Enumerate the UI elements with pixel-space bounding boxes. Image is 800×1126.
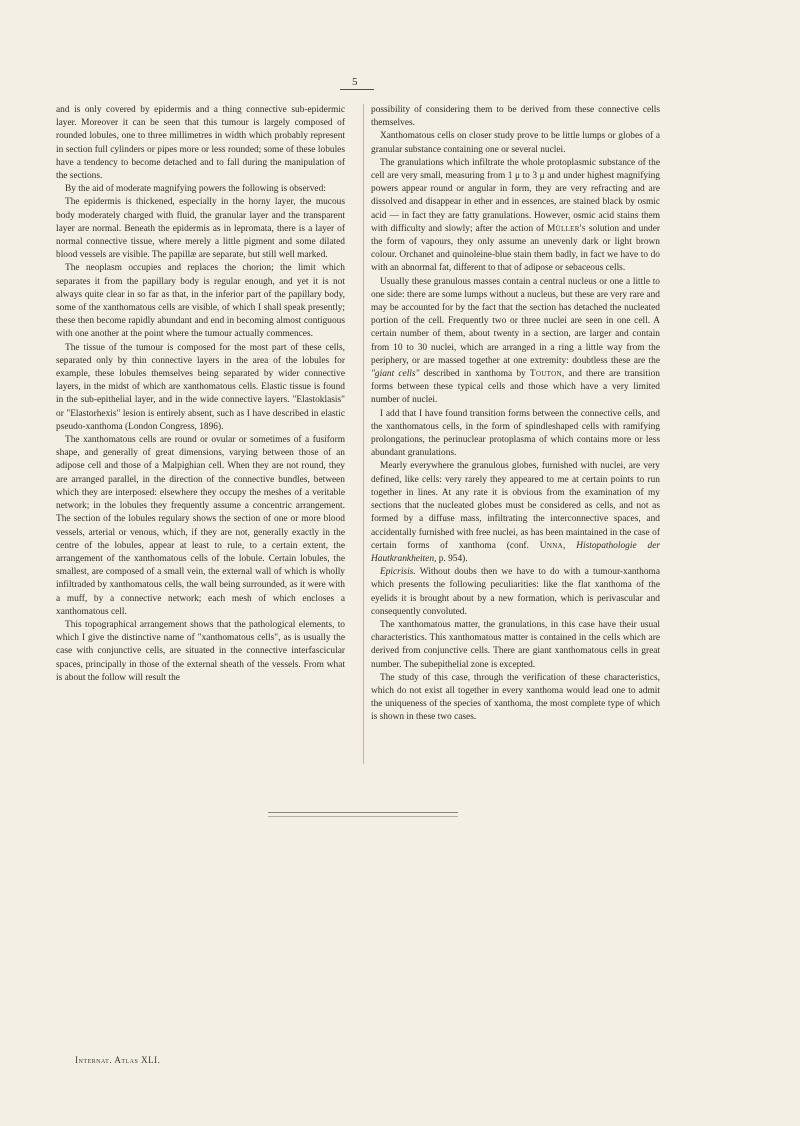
paragraph: The epidermis is thickened, especially in the horny layer, the mucous body moderately charged with fluid, the granular layer and the transparent layer are normal. Beneath the epidermis as in lepromata, there is a layer of normal connective tissue, where merely a little pigment and some dilated blood vessels are visible. The papillæ are separate, but still well marked.	[56, 197, 345, 261]
paragraph: The tissue of the tumour is composed for the most part of these cells, separated only by thin connective layers in the area of the lobules for example, these lobules themselves being separated by wider connective layers, in the midst of which are xanthomatous cells. Elastic tissue is found in the sub-epithelial layer, and in the wide connective layers. "Elastoklasis" or "Elastorhexis" lesion is entirely absent, such as I have described in elastic pseudo-xanthoma (London Congress, 1896).	[56, 342, 345, 432]
paragraph: The xanthomatous cells are round or ovular or sometimes of a fusiform shape, and generally of great dimensions, varying between those of an adipose cell and those of a Malpighian cell. When they are not round, they are arranged parallel, in the direction of the connective bundles, between which they are interposed: elsewhere they occupy the meshes of a veritable network; in the lobules they frequently assume a concentric arrangement. The section of the lobules regulary shows the section of one or more blood vessels, arterial or venous, which, if they are not, generally exactly in the centre of the lobules, appear at least to rule, to a certain extent, the arrangement of the xanthomatous cells of the lobule. Certain lobules, the smallest, are composed of a small vein, the external wall of which is wholly infiltraded by xanthomatous cells, the wall being surrounded, as it were with a muff, by a connective network; each mesh of which encloses a xanthomatous cell.	[56, 435, 345, 617]
text: Mearly everywhere the granulous globes, furnished with nuclei, are very defined, like cells: very rarely they appeared to me at certain points to run together in lines. At any rate it is obvious from the examination of my sections that the nucleated globes must be considered as cells, and not as formed by a diffuse mass, infiltrating the interconnective spaces, and accidentally furnished with free nuclei, as has been maintained in the case of certain forms of xanthoma (conf.	[371, 461, 660, 551]
paragraph: Xanthomatous cells on closer study prove to be little lumps or globes of a granular substance containing one or several nuclei.	[371, 131, 660, 155]
author-name: Müller's	[546, 223, 586, 234]
text: Usually these granulous masses contain a central nucleus or one a little to one side: there are some lumps without a nucleus, but these are very rare and may be accounted for by the fact that the section has detached the nucleated portion of the cell. Frequently two or three nuclei are seen in one cell. A certain number of them, about twenty in a section, are larger and contain from 10 to 30 nuclei, which are arranged in a ring a little way from the periphery, or are massed together at one extremity: doubtless these are the	[371, 276, 660, 366]
text: Without doubs then we have to do with a tumour-xanthoma which presents the following peculiarities: like the flat xanthoma of the eyelids it is brought about by a new formation, which is perivascular and consequently convoluted.	[371, 567, 660, 617]
footer-signature: Internat. Atlas XLI.	[75, 1055, 161, 1065]
end-rule	[268, 812, 458, 817]
text: described in xanthoma by	[423, 369, 526, 380]
paragraph	[371, 157, 660, 276]
paragraph	[371, 276, 660, 408]
author-name: Touton	[529, 369, 562, 380]
left-column	[56, 104, 345, 685]
paragraph: Mearly everywhere the granulous globes, furnished with nuclei, are very defined, like cells: very rarely they appeared to me at certain points to run together in lines. At any rate it is obvious from the examination of my sections that the nucleated globes must be considered as cells, and not as formed by a diffuse mass, infiltrating the interconnective spaces, and accidentally furnished with free nuclei, as has been maintained in the case of certain forms of xanthoma (conf. Unna, Histopathologie der Hautkrankheiten, p. 954).	[371, 461, 661, 564]
emphasis: "giant cells"	[371, 369, 420, 380]
paragraph: I add that I have found transition forms between the connective cells, and the xanthomatous cells, in the form of spindleshaped cells with ramifying prolongations, the perinuclear protoplasma of which contains more or less abundant granulations.	[371, 408, 660, 459]
text: solution and under the form of vapours, they only assume an unevenly dark or light brown colour. Orchanet and quinoleine-blue stain them badly, in fact we have to do with an abnormal fat, different to that of adipose or sebaceous cells.	[371, 223, 660, 274]
paragraph: The xanthomatous matter, the granulations, in this case have their usual characteristics. This xanthomatous matter is contained in the cells which are derived from conjunctive cells. There are giant xanthomatous cells in great number. The subepithelial zone is excepted.	[371, 619, 660, 670]
paragraph: By the aid of moderate magnifying powers the following is observed:	[65, 184, 326, 195]
author-name: Unna	[539, 540, 563, 551]
paragraph: and is only covered by epidermis and a thing connective sub-epidermic layer. Moreover it can be seen that this tumour is largely composed of rounded lobules, one to three millimetres in width which probably represent in section full cylinders or pipes more or less rounded; some of these lobules have a tendency to become detached and to fall during the manipulation of the sections.	[56, 105, 345, 182]
paragraph: The neoplasm occupies and replaces the chorion; the limit which separates it from the papillary body is regular enough, and yet it is not always quite clear in so far as that, in the inferior part of the papillary body, some of the xanthomatous cells are visible, of which I shall speak presently; these then become rapidly abundant and end in becoming almost contiguous with one another at the point where the tumour actually commences.	[56, 263, 345, 340]
text: , and there are transition forms between these typical cells and those which have a very limited number of nuclei.	[371, 369, 660, 406]
text: The granulations which infiltrate the whole protoplasmic substance of the cell are very small, measuring from 1 μ to 3 μ and under highest magnifying powers appear round or angular in form, they are very refracting and are dissolved and disappear in ether and in essences, are stained black by osmic acid — in fact they are fatty granulations. However, osmic acid stains them with difficulty and slowly; after the action of	[371, 157, 660, 234]
text: , p. 954).	[434, 553, 468, 564]
book-title: Histopathologie der Hautkrankheiten	[371, 540, 661, 564]
paragraph: possibility of considering them to be derived from these connective cells themselves.	[371, 105, 660, 129]
paragraph: The study of this case, through the verification of these characteristics, which do not exist all together in every xanthoma would lead one to admit the uniqueness of the species of xanthoma, the most complete type of which is shown in these two cases.	[371, 672, 660, 723]
page-number: 5	[352, 76, 358, 88]
section-heading: Epicrisis.	[380, 567, 416, 578]
header-rule	[340, 89, 374, 90]
paragraph: This topographical arrangement shows that the pathological elements, to which I give the distinctive name of "xanthomatous cells", as is usually the case with conjunctive cells, are situated in the connective interfascicular spaces, principally in those of the external sheath of the vessels. From what is about the follow will result the	[56, 619, 345, 683]
paragraph	[371, 566, 660, 619]
right-column	[371, 104, 660, 725]
column-divider	[363, 104, 364, 764]
